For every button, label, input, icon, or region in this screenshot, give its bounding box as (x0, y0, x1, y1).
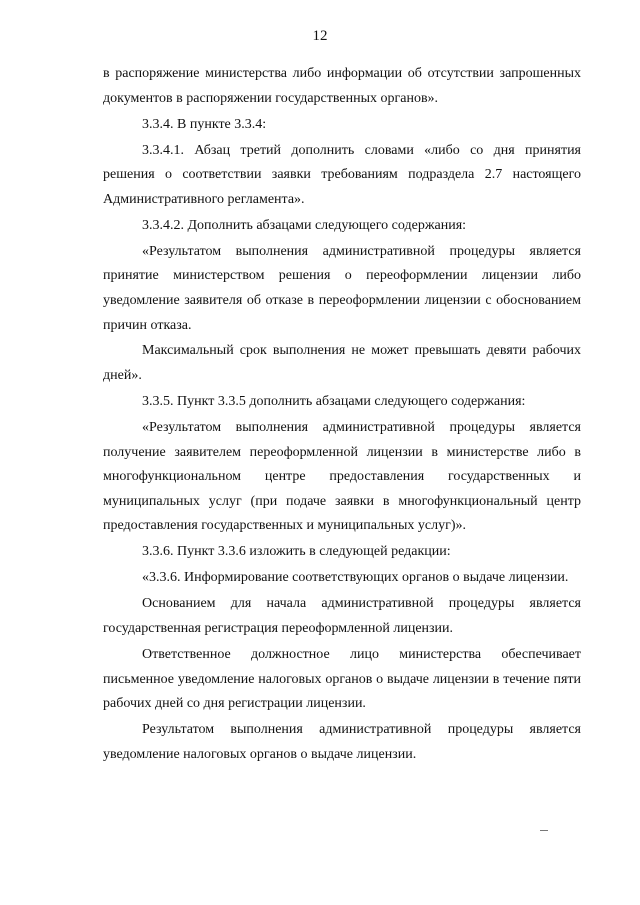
paragraph: Ответственное должностное лицо министерства обеспечивает письменное уведомление налоговых органов о выдаче лицензии в течение пяти рабочих дней со дня регистрации лицензии. (103, 646, 581, 712)
paragraph: 3.3.4. В пункте 3.3.4: (142, 116, 267, 132)
document-body (103, 62, 581, 767)
paragraph: 3.3.5. Пункт 3.3.5 дополнить абзацами следующего содержания: (142, 394, 526, 410)
paragraph: Максимальный срок выполнения не может превышать девяти рабочих дней». (103, 343, 581, 384)
paragraph: Результатом выполнения административной процедуры является уведомление налоговых органов о выдаче лицензии. (103, 722, 581, 762)
paragraph: 3.3.4.1. Абзац третий дополнить словами «либо со дня принятия решения о соответствии заявки требованиям подраздела 2.7 настоящего Административного регламента». (103, 142, 581, 207)
paragraph: 3.3.4.2. Дополнить абзацами следующего содержания: (142, 217, 467, 233)
paragraph: в распоряжение министерства либо информации об отсутствии запрошенных документов в распоряжении государственных органов». (103, 66, 581, 106)
scan-mark (540, 830, 548, 831)
paragraph: Основанием для начала административной процедуры является государственная регистрация переоформленной лицензии. (103, 596, 581, 636)
paragraph: «3.3.6. Информирование соответствующих органов о выдаче лицензии. (142, 570, 569, 586)
paragraph: «Результатом выполнения административной процедуры является принятие министерством решения о переоформлении лицензии либо уведомление заявителя об отказе в переоформлении лицензии с обоснованием причин отказа. (103, 243, 581, 333)
paragraph: «Результатом выполнения административной процедуры является получение заявителем переоформленной лицензии в министерстве либо в многофункциональном центре предоставления государственных и муниципальных услуг (при подаче заявки в многофункциональный центр предоставления государственных и муниципальных услуг)». (103, 420, 581, 534)
page-number: 12 (312, 28, 328, 44)
paragraph: 3.3.6. Пункт 3.3.6 изложить в следующей редакции: (142, 544, 451, 560)
